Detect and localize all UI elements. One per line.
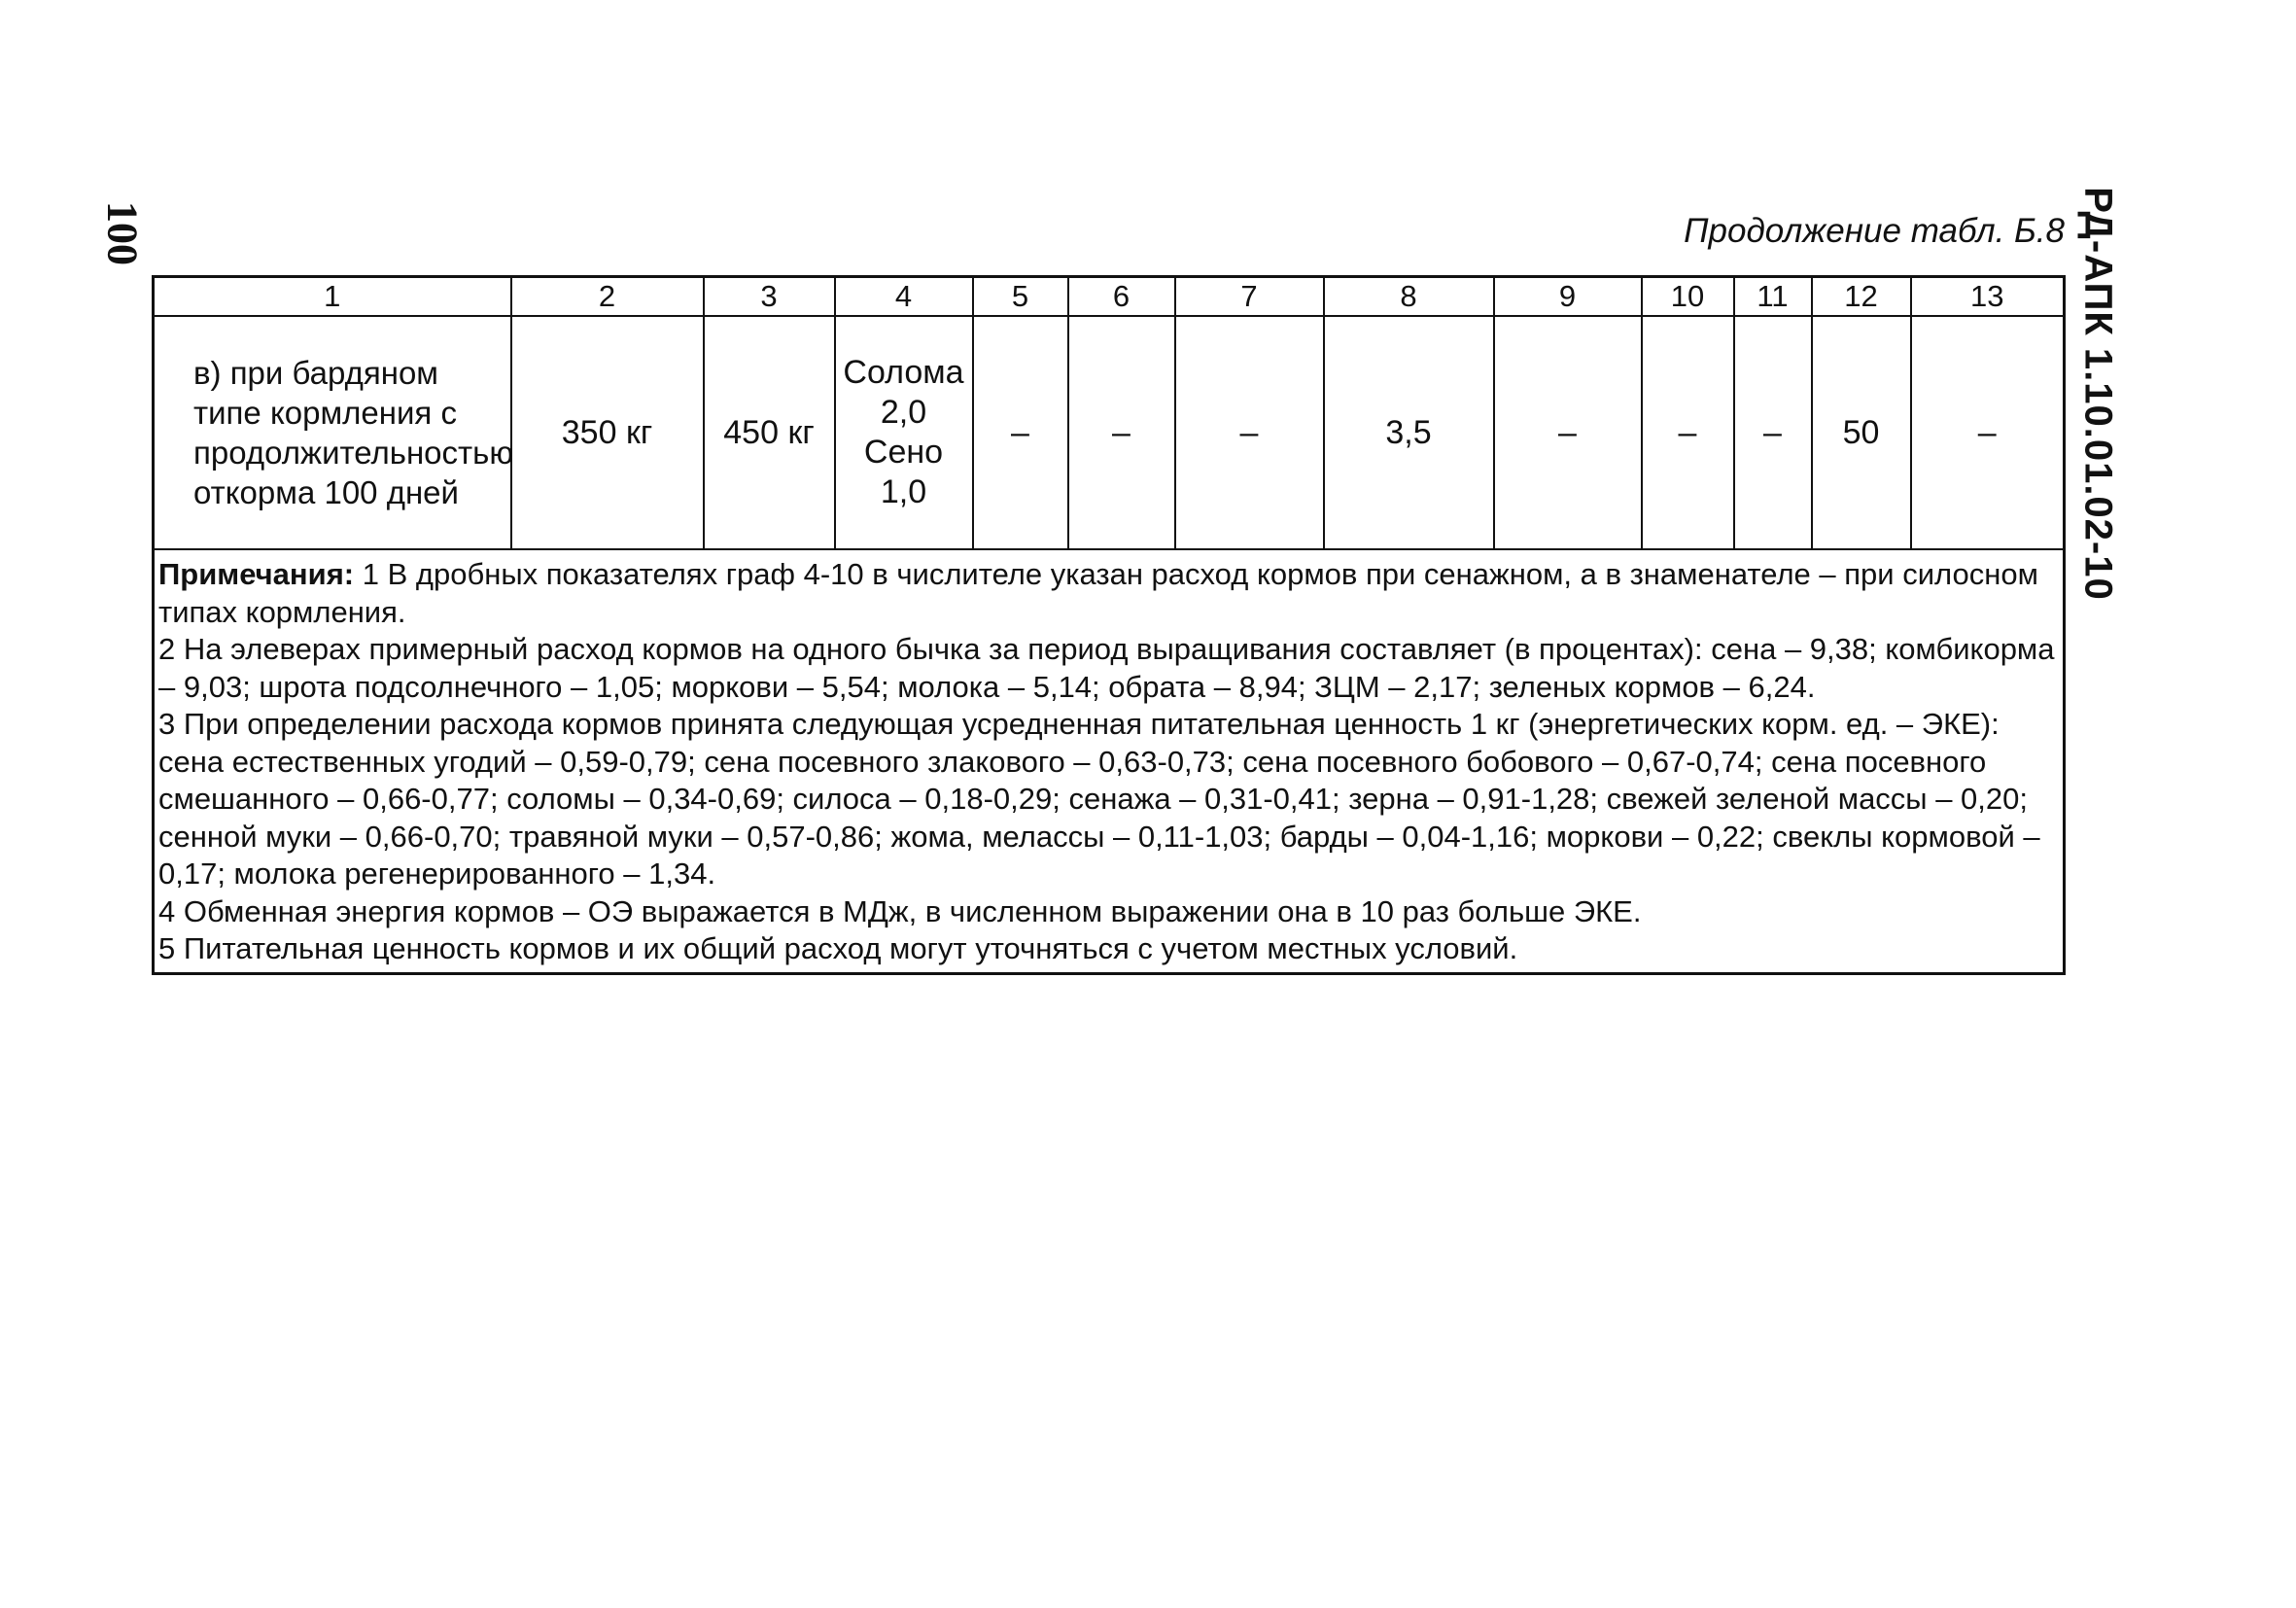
table-row xyxy=(154,316,2065,549)
column-header: 3 xyxy=(704,277,835,317)
column-header: 12 xyxy=(1812,277,1911,317)
table-cell: – xyxy=(1494,316,1642,549)
column-header: 9 xyxy=(1494,277,1642,317)
row-description: в) при бардяном типе кормления с продолжительностью откорма 100 дней xyxy=(154,316,511,549)
note-item: 2 На элеверах примерный расход кормов на одного бычка за период выращивания составляет (в процентах): сена – 9,38; комбикорма – 9,03; шрота подсолнечного – 1,05; моркови – 5,54; молока – 5,14; обрата – 8,94; ЗЦМ – 2,17; зеленых кормов – 6,24. xyxy=(158,632,2055,704)
note-item: 5 Питательная ценность кормов и их общий расход могут уточняться с учетом местных условий. xyxy=(158,931,1518,965)
table-cell: 450 кг xyxy=(704,316,835,549)
note-text: 1 В дробных показателях граф 4-10 в числителе указан расход кормов при сенажном, а в знаменателе – при силосном типах кормления. xyxy=(158,557,2038,629)
table-cell: – xyxy=(1068,316,1175,549)
column-header: 1 xyxy=(154,277,511,317)
table-cell: – xyxy=(973,316,1068,549)
column-header: 4 xyxy=(835,277,973,317)
table-cell: 350 кг xyxy=(511,316,704,549)
column-header: 5 xyxy=(973,277,1068,317)
column-header: 10 xyxy=(1642,277,1734,317)
note-item xyxy=(158,556,2055,631)
table-cell: – xyxy=(1911,316,2065,549)
feed-table xyxy=(152,275,2066,975)
column-header: 13 xyxy=(1911,277,2065,317)
notes-row xyxy=(154,549,2065,973)
column-header: 11 xyxy=(1734,277,1812,317)
table-cell: Солома 2,0 Сено 1,0 xyxy=(835,316,973,549)
column-header: 7 xyxy=(1175,277,1324,317)
column-header: 2 xyxy=(511,277,704,317)
column-number-row xyxy=(154,277,2065,317)
notes-label: Примечания: xyxy=(158,557,355,591)
table-cell: 3,5 xyxy=(1324,316,1494,549)
table-cell: – xyxy=(1734,316,1812,549)
table-cell: – xyxy=(1175,316,1324,549)
document-code: РД-АПК 1.10.01.02-10 xyxy=(2076,187,2120,601)
page-number: 100 xyxy=(98,201,147,265)
note-item: 4 Обменная энергия кормов – ОЭ выражается в МДж, в численном выражении она в 10 раз больше ЭКЕ. xyxy=(158,893,1642,928)
notes-cell xyxy=(154,549,2065,973)
column-header: 8 xyxy=(1324,277,1494,317)
table-cell: 50 xyxy=(1812,316,1911,549)
table-continuation-caption: Продолжение табл. Б.8 xyxy=(1684,212,2065,250)
note-item: 3 При определении расхода кормов принята следующая усредненная питательная ценность 1 кг (энергетических корм. ед. – ЭКЕ): сена естественных угодий – 0,59-0,79; сена посевного злакового – 0,63-0,73; сена посевного бобового – 0,67-0,74; сена посевного смешанного – 0,66-0,77; соломы – 0,34-0,69; силоса – 0,18-0,29; сенажа – 0,31-0,41; зерна – 0,91-1,28; свежей зеленой массы – 0,20; сенной муки – 0,66-0,70; травяной муки – 0,57-0,86; жома, мелассы – 0,11-1,03; барды – 0,04-1,16; моркови – 0,22; свеклы кормовой – 0,17; молока регенерированного – 1,34. xyxy=(158,707,2040,891)
table-cell: – xyxy=(1642,316,1734,549)
column-header: 6 xyxy=(1068,277,1175,317)
